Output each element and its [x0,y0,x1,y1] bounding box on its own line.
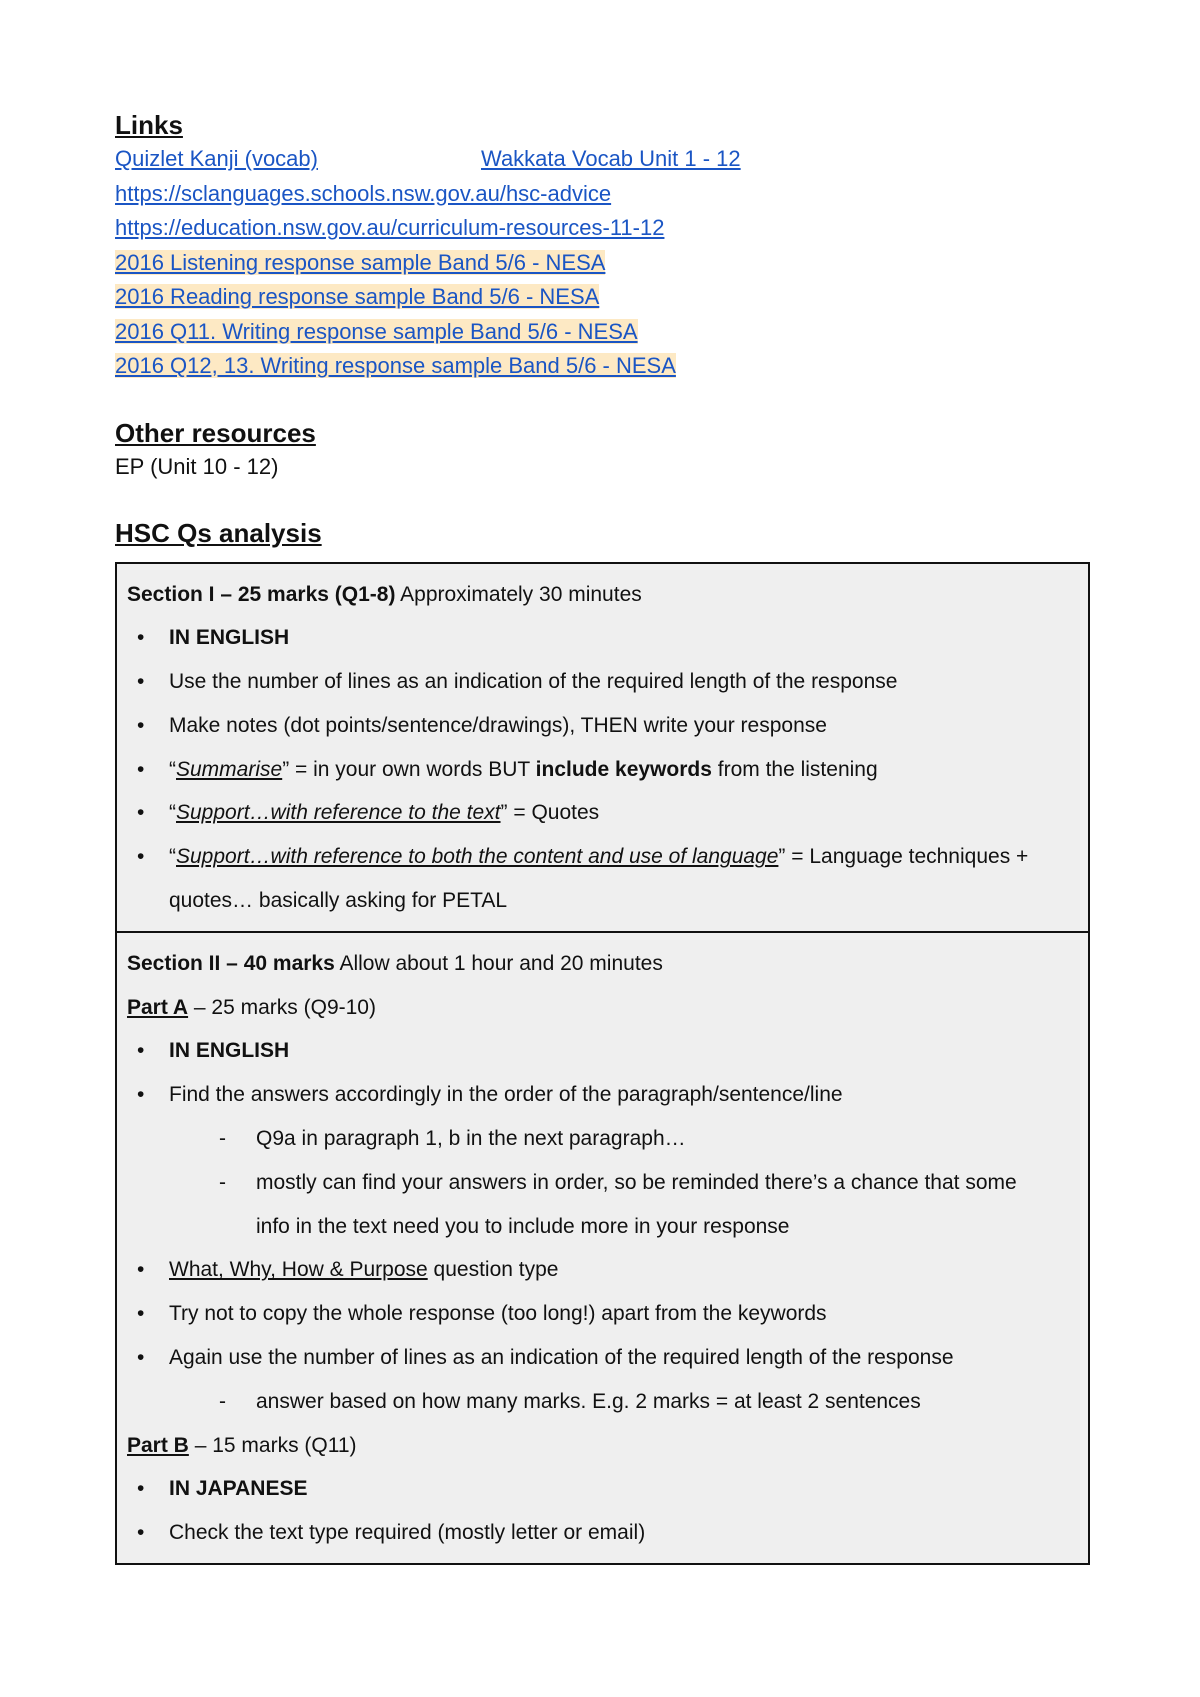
list-item: • Find the answers accordingly in the order of the paragraph/sentence/line [127,1073,1078,1117]
other-resources-heading: Other resources [115,417,316,448]
section-2-header: Section II – 40 marks Allow about 1 hour and 20 minutes [127,951,663,975]
list-item: • Again use the number of lines as an indication of the required length of the response [127,1336,1078,1380]
vocab-links-row [115,142,1090,177]
sub-list-item-continuation: info in the text need you to include more in your response [256,1214,790,1238]
list-item: • IN ENGLISH [127,616,1078,660]
list-item: • What, Why, How & Purpose question type [127,1248,1078,1292]
curriculum-resources-link[interactable]: https://education.nsw.gov.au/curriculum-resources-11-12 [115,215,665,240]
list-item: • Try not to copy the whole response (too long!) apart from the keywords [127,1292,1078,1336]
hsc-analysis-heading: HSC Qs analysis [115,517,322,548]
document-page [115,108,1090,1565]
sub-list-item: - answer based on how many marks. E.g. 2 marks = at least 2 sentences [127,1380,1078,1424]
writing-q11-sample-link[interactable]: 2016 Q11. Writing response sample Band 5/6 - NESA [115,318,638,344]
list-item-continuation: quotes… basically asking for PETAL [169,889,508,913]
quizlet-kanji-link[interactable]: Quizlet Kanji (vocab) [115,146,318,171]
list-item: • “Support…with reference to the text” = Quotes [127,791,1078,835]
part-a-header: Part A – 25 marks (Q9-10) [127,995,376,1019]
links-heading: Links [115,110,183,140]
section-2-cell [117,931,1088,1563]
list-item: • Make notes (dot points/sentence/drawings), THEN write your response [127,704,1078,748]
hsc-advice-link[interactable]: https://sclanguages.schools.nsw.gov.au/hsc-advice [115,180,612,206]
list-item: • “Support…with reference to both the content and use of language” = Language techniques + [127,835,1078,879]
ep-units-text: EP (Unit 10 - 12) [115,453,279,479]
wakkata-vocab-link[interactable]: Wakkata Vocab Unit 1 - 12 [481,146,741,171]
listening-sample-link[interactable]: 2016 Listening response sample Band 5/6 - NESA [115,249,606,275]
list-item: • IN JAPANESE [127,1467,1078,1511]
hsc-analysis-table [115,562,1090,1566]
list-item: • Use the number of lines as an indication of the required length of the response [127,660,1078,704]
sub-list-item: - mostly can find your answers in order, so be reminded there’s a chance that some [127,1161,1078,1205]
list-item: • Check the text type required (mostly letter or email) [127,1511,1078,1555]
reading-sample-link[interactable]: 2016 Reading response sample Band 5/6 - NESA [115,284,600,309]
sub-list-item: - Q9a in paragraph 1, b in the next paragraph… [127,1117,1078,1161]
list-item: • IN ENGLISH [127,1029,1078,1073]
part-b-header: Part B – 15 marks (Q11) [127,1433,357,1457]
list-item: • “Summarise” = in your own words BUT include keywords from the listening [127,748,1078,792]
section-1-cell [117,564,1088,931]
section-1-header: Section I – 25 marks (Q1-8) Approximately 30 minutes [127,582,642,606]
writing-q12-13-sample-link[interactable]: 2016 Q12, 13. Writing response sample Band 5/6 - NESA [115,353,676,378]
